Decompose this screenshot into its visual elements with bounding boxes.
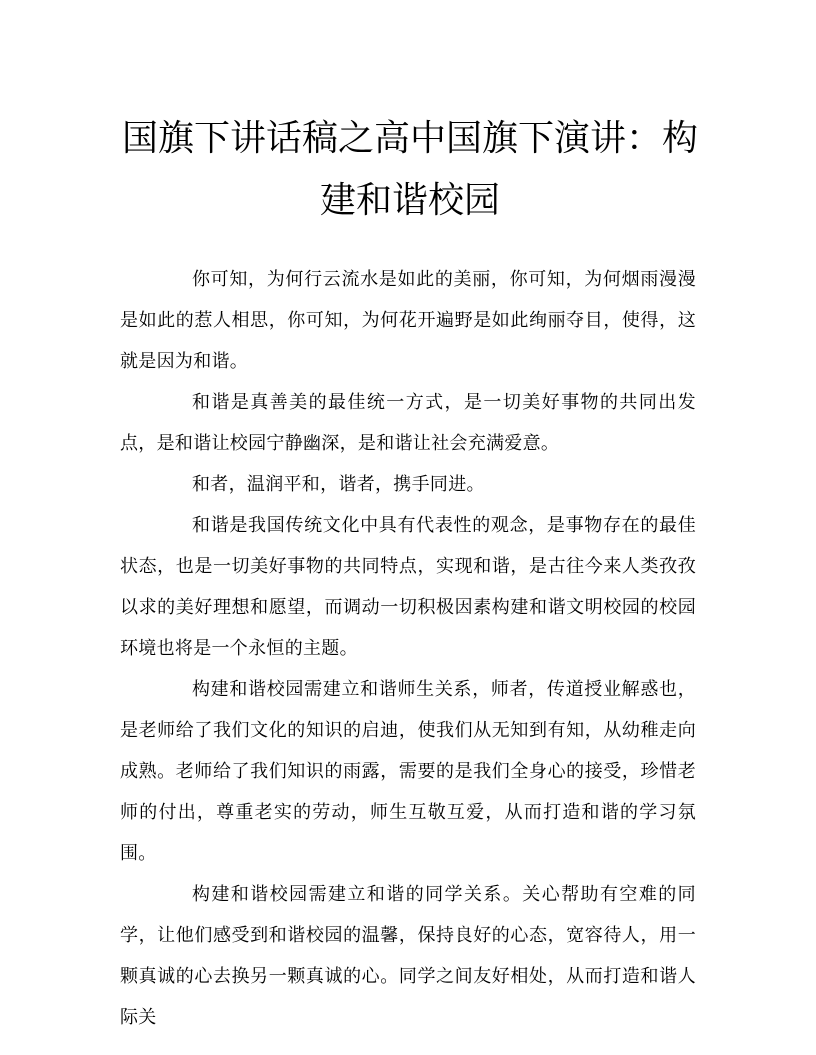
paragraph: 和谐是我国传统文化中具有代表性的观念，是事物存在的最佳状态，也是一切美好事物的共同特点，实现和谐，是古往今来人类孜孜以求的美好理想和愿望，而调动一切积极因素构建和谐文明校园的校园环境也将是一个永恒的主题。: [120, 515, 696, 659]
paragraph: 构建和谐校园需建立和谐的同学关系。关心帮助有空难的同学，让他们感受到和谐校园的温馨，保持良好的心态，宽容待人，用一颗真诚的心去换另一颗真诚的心。同学之间友好相处，从而打造和谐人际关: [120, 884, 696, 1028]
paragraph: 构建和谐校园需建立和谐师生关系，师者，传道授业解惑也，是老师给了我们文化的知识的启迪，使我们从无知到有知，从幼稚走向成熟。老师给了我们知识的雨露，需要的是我们全身心的接受，珍惜老师的付出，尊重老实的劳动，师生互敬互爱，从而打造和谐的学习氛围。: [120, 679, 696, 864]
paragraph: 你可知，为何行云流水是如此的美丽，你可知，为何烟雨漫漫是如此的惹人相思，你可知，为何花开遍野是如此绚丽夺目，使得，这就是因为和谐。: [120, 269, 696, 372]
document-title: 国旗下讲话稿之高中国旗下演讲：构建和谐校园: [121, 118, 698, 221]
paragraph: 和谐是真善美的最佳统一方式，是一切美好事物的共同出发点，是和谐让校园宁静幽深，是和谐让社会充满爱意。: [120, 392, 696, 454]
paragraph: 和者，温润平和，谐者，携手同进。: [192, 474, 485, 495]
document-body: [120, 259, 696, 1038]
